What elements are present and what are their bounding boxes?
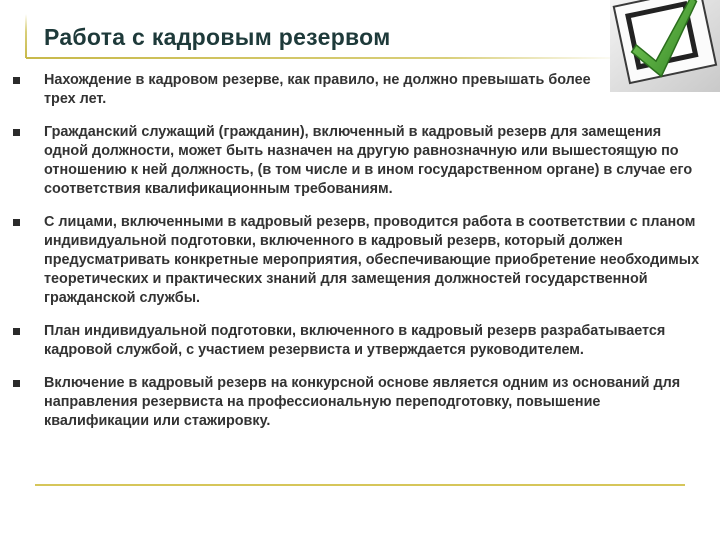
list-item — [0, 322, 720, 360]
square-bullet-icon — [13, 219, 20, 226]
list-item-text: Нахождение в кадровом резерве, как правило, не должно превышать более трех лет. — [44, 72, 591, 107]
list-item-text: Гражданский служащий (гражданин), включенный в кадровый резерв для замещения одной должности, может быть назначен на другую равнозначную или вышестоящую по отношению к ней должность, (в том числе и в ином государственном органе) в случае его соответствия квалификационным требованиям. — [44, 124, 693, 197]
list-item-text: План индивидуальной подготовки, включенного в кадровый резерв разрабатывается кадровой службой, с участием резервиста и утверждается руководителем. — [44, 323, 666, 358]
square-bullet-icon — [13, 380, 20, 387]
list-item — [0, 213, 720, 308]
bottom-divider — [35, 484, 685, 486]
list-item — [0, 71, 614, 109]
square-bullet-icon — [13, 129, 20, 136]
square-bullet-icon — [13, 328, 20, 335]
page-title: Работа с кадровым резервом — [44, 24, 391, 50]
list-item-text: Включение в кадровый резерв на конкурсной основе является одним из оснований для направления резервиста на профессиональную переподготовку, повышение квалификации или стажировку. — [44, 375, 681, 429]
title-frame-vertical-line — [25, 14, 27, 58]
list-item — [0, 123, 720, 199]
square-bullet-icon — [13, 77, 20, 84]
list-item-text: С лицами, включенными в кадровый резерв, проводится работа в соответствии с планом индивидуальной подготовки, включенного в кадровый резерв, который должен предусматривать конкретные мероприятия, обеспечивающие приобретение необходимых теоретических и практических знаний для замещения должностей государственной гражданской службы. — [44, 214, 700, 306]
bullet-list — [0, 71, 720, 431]
list-item — [0, 374, 720, 431]
title-underline — [26, 57, 626, 59]
